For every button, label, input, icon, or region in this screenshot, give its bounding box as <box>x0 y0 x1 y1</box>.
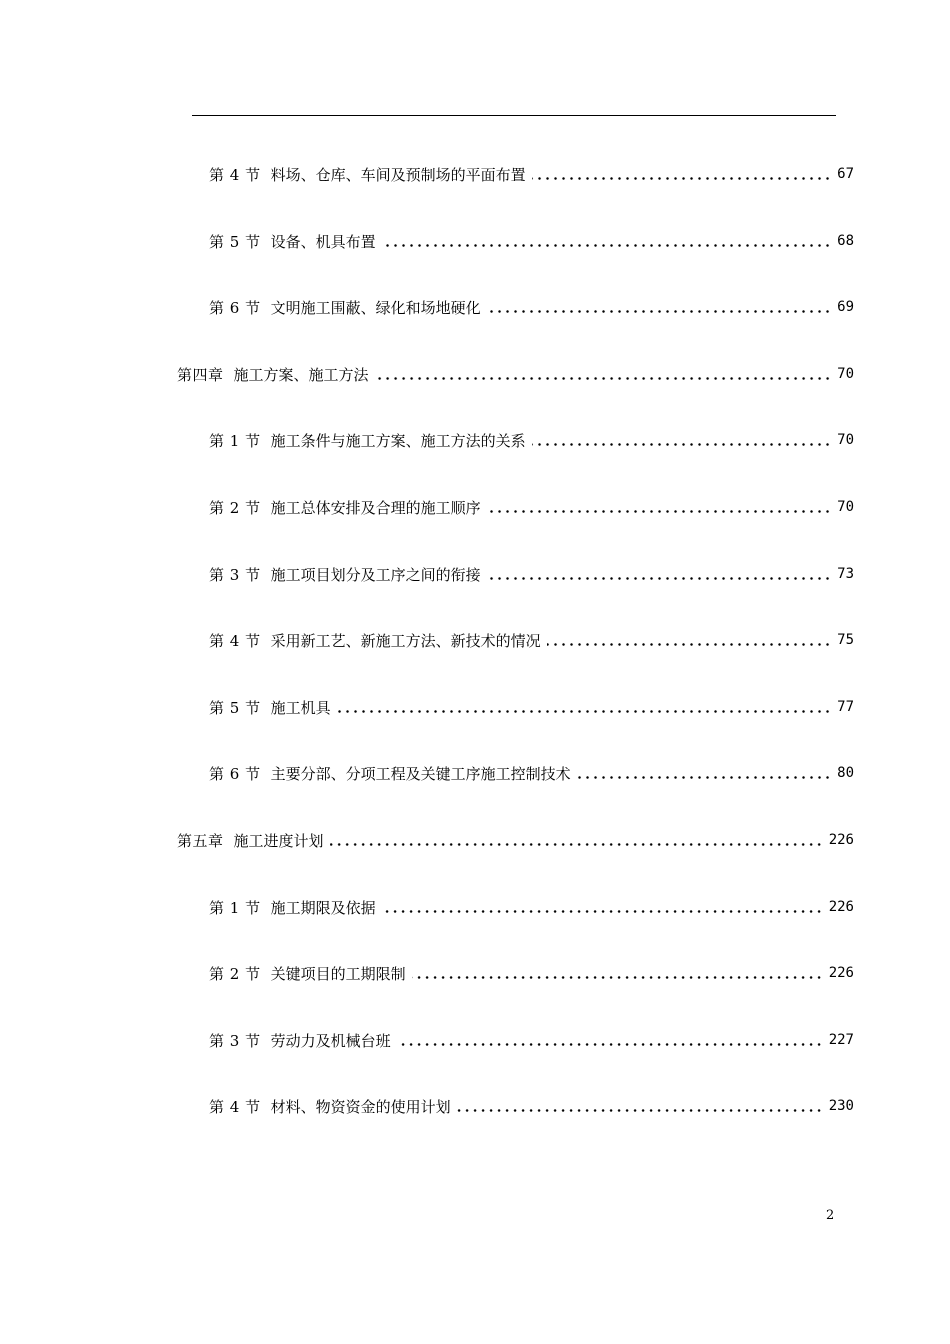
toc-entry-page: 226 <box>828 965 854 981</box>
toc-entry-number: 第 4 节 <box>209 165 261 184</box>
toc-entry-page: 68 <box>837 233 854 249</box>
toc-entry-page: 67 <box>837 166 854 182</box>
toc-entry-number: 第 2 节 <box>209 498 261 517</box>
toc-entry-title: 施工条件与施工方案、施工方法的关系 <box>270 431 526 450</box>
toc-entry-number: 第 2 节 <box>209 964 261 983</box>
toc-section-entry[interactable] <box>209 295 854 319</box>
toc-dot-leader <box>577 776 832 779</box>
toc-entry-number: 第 3 节 <box>209 565 261 584</box>
toc-entry-title: 施工方案、施工方法 <box>233 365 369 384</box>
toc-entry-page: 75 <box>837 632 854 648</box>
toc-entry-title: 施工进度计划 <box>233 831 324 850</box>
toc-entry-page: 227 <box>828 1032 854 1048</box>
toc-entry-page: 70 <box>837 366 854 382</box>
toc-section-entry[interactable] <box>209 229 854 253</box>
toc-entry-number: 第四章 <box>177 365 224 384</box>
toc-section-entry[interactable] <box>209 162 854 186</box>
toc-dot-leader <box>412 976 823 979</box>
toc-entry-title: 施工项目划分及工序之间的衔接 <box>270 565 481 584</box>
toc-dot-leader <box>457 1109 823 1112</box>
toc-entry-title: 施工机具 <box>270 698 331 717</box>
toc-section-entry[interactable] <box>209 695 854 719</box>
toc-entry-title: 料场、仓库、车间及预制场的平面布置 <box>270 165 526 184</box>
toc-entry-page: 73 <box>837 566 854 582</box>
toc-section-entry[interactable] <box>209 761 854 785</box>
toc-entry-page: 230 <box>828 1098 854 1114</box>
toc-chapter-entry[interactable] <box>177 828 854 852</box>
toc-dot-leader <box>375 377 832 380</box>
toc-entry-title: 设备、机具布置 <box>270 232 376 251</box>
toc-entry-page: 69 <box>837 299 854 315</box>
toc-entry-title: 施工期限及依据 <box>270 898 376 917</box>
toc-entry-title: 采用新工艺、新施工方法、新技术的情况 <box>270 631 541 650</box>
toc-entry-number: 第 6 节 <box>209 764 261 783</box>
toc-entry-title: 文明施工围蔽、绿化和场地硬化 <box>270 298 481 317</box>
toc-entry-number: 第 5 节 <box>209 698 261 717</box>
toc-chapter-entry[interactable] <box>177 362 854 386</box>
toc-section-entry[interactable] <box>209 961 854 985</box>
toc-entry-number: 第 6 节 <box>209 298 261 317</box>
toc-dot-leader <box>532 177 832 180</box>
toc-entry-title: 关键项目的工期限制 <box>270 964 406 983</box>
toc-entry-page: 70 <box>837 432 854 448</box>
toc-section-entry[interactable] <box>209 1028 854 1052</box>
toc-entry-number: 第 5 节 <box>209 232 261 251</box>
toc-entry-page: 80 <box>837 765 854 781</box>
toc-dot-leader <box>397 1043 823 1046</box>
toc-dot-leader <box>330 843 823 846</box>
toc-dot-leader <box>337 710 832 713</box>
toc-entry-page: 70 <box>837 499 854 515</box>
toc-dot-leader <box>382 910 823 913</box>
toc-section-entry[interactable] <box>209 428 854 452</box>
toc-section-entry[interactable] <box>209 495 854 519</box>
toc-dot-leader <box>382 244 832 247</box>
toc-entry-number: 第 3 节 <box>209 1031 261 1050</box>
toc-dot-leader <box>487 577 832 580</box>
toc-entry-title: 劳动力及机械台班 <box>270 1031 391 1050</box>
toc-section-entry[interactable] <box>209 628 854 652</box>
toc-entry-title: 主要分部、分项工程及关键工序施工控制技术 <box>270 764 571 783</box>
page-number: 2 <box>826 1208 835 1223</box>
toc-entry-number: 第五章 <box>177 831 224 850</box>
toc-entry-number: 第 4 节 <box>209 631 261 650</box>
toc-entry-number: 第 4 节 <box>209 1097 261 1116</box>
toc-section-entry[interactable] <box>209 895 854 919</box>
toc-dot-leader <box>547 643 832 646</box>
toc-entry-page: 226 <box>828 899 854 915</box>
toc-entry-page: 77 <box>837 699 854 715</box>
toc-dot-leader <box>487 510 832 513</box>
toc-section-entry[interactable] <box>209 1094 854 1118</box>
toc-entry-number: 第 1 节 <box>209 431 261 450</box>
toc-entry-title: 材料、物资资金的使用计划 <box>270 1097 451 1116</box>
toc-entry-number: 第 1 节 <box>209 898 261 917</box>
toc-entry-title: 施工总体安排及合理的施工顺序 <box>270 498 481 517</box>
toc-dot-leader <box>532 443 832 446</box>
toc-section-entry[interactable] <box>209 562 854 586</box>
toc-entry-page: 226 <box>828 832 854 848</box>
toc-dot-leader <box>487 310 832 313</box>
